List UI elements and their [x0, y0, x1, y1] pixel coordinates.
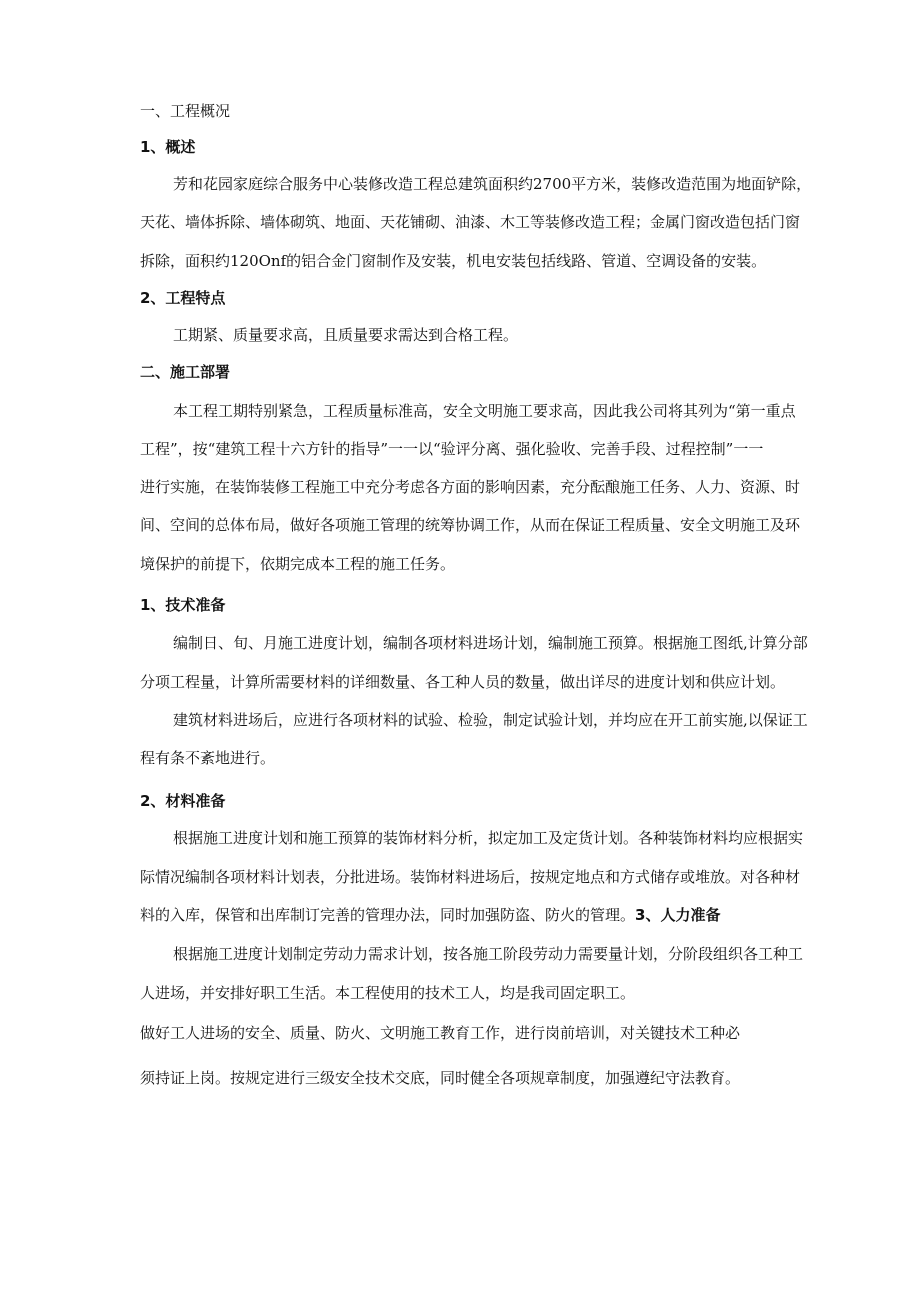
subsection-heading: 1、概述	[140, 138, 196, 156]
section-title: 二、施工部署	[140, 363, 231, 381]
paragraph-line: 本工程工期特别紧急，工程质量标准高，安全文明施工要求高，因此我公司将其列为“第一重点	[173, 402, 796, 420]
paragraph-line: 分项工程量，计算所需要材料的详细数量、各工种人员的数量，做出详尽的进度计划和供应计划。	[140, 673, 786, 691]
paragraph-line: 间、空间的总体布局，做好各项施工管理的统筹协调工作，从而在保证工程质量、安全文明施工及环	[140, 516, 801, 534]
paragraph-line: 做好工人进场的安全、质量、防火、文明施工教育工作，进行岗前培训，对关键技术工种必	[140, 1024, 741, 1042]
paragraph-line: 根据施工进度计划制定劳动力需求计划，按各施工阶段劳动力需要量计划，分阶段组织各工种工	[173, 945, 804, 963]
paragraph-line: 程有条不紊地进行。	[140, 749, 276, 767]
paragraph-text: 料的入库，保管和出库制订完善的管理办法，同时加强防盗、防火的管理。	[140, 906, 636, 924]
paragraph-line: 工期紧、质量要求高，且质量要求需达到合格工程。	[173, 326, 519, 344]
paragraph-line: 境保护的前提下，依期完成本工程的施工任务。	[140, 555, 456, 573]
section-title: 一、工程概况	[140, 102, 231, 120]
paragraph-line: 编制日、旬、月施工进度计划，编制各项材料进场计划，编制施工预算。根据施工图纸,计算分部	[173, 634, 808, 652]
paragraph-line: 根据施工进度计划和施工预算的装饰材料分析，拟定加工及定货计划。各种装饰材料均应根据实	[173, 829, 804, 847]
paragraph-line: 拆除，面积约120Onf的铝合金门窗制作及安装，机电安装包括线路、管道、空调设备的安装。	[140, 252, 767, 270]
paragraph-line: 人进场，并安排好职工生活。本工程使用的技术工人，均是我司固定职工。	[140, 984, 636, 1002]
paragraph-line: 际情况编制各项材料计划表，分批进场。装饰材料进场后，按规定地点和方式储存或堆放。对各种材	[140, 868, 801, 886]
paragraph-line: 建筑材料进场后，应进行各项材料的试验、检验，制定试验计划，并均应在开工前实施,以保证工	[173, 711, 808, 729]
subsection-heading: 2、材料准备	[140, 792, 226, 810]
paragraph-line: 天花、墙体拆除、墙体砌筑、地面、天花铺砌、油漆、木工等装修改造工程；金属门窗改造包括门窗	[140, 213, 801, 231]
paragraph-line: 工程”，按“建筑工程十六方针的指导”一一以“验评分离、强化验收、完善手段、过程控制”一一	[140, 440, 764, 458]
subsection-heading: 3、人力准备	[635, 906, 721, 924]
subsection-heading: 1、技术准备	[140, 596, 226, 614]
paragraph-line: 进行实施，在装饰装修工程施工中充分考虑各方面的影响因素，充分酝酿施工任务、人力、资源、时	[140, 478, 801, 496]
subsection-heading: 2、工程特点	[140, 289, 226, 307]
paragraph-line: 芳和花园家庭综合服务中心装修改造工程总建筑面积约2700平方米，装修改造范围为地面铲除，	[173, 175, 812, 193]
paragraph-line	[140, 905, 720, 925]
paragraph-line: 须持证上岗。按规定进行三级安全技术交底，同时健全各项规章制度，加强遵纪守法教育。	[140, 1069, 741, 1087]
